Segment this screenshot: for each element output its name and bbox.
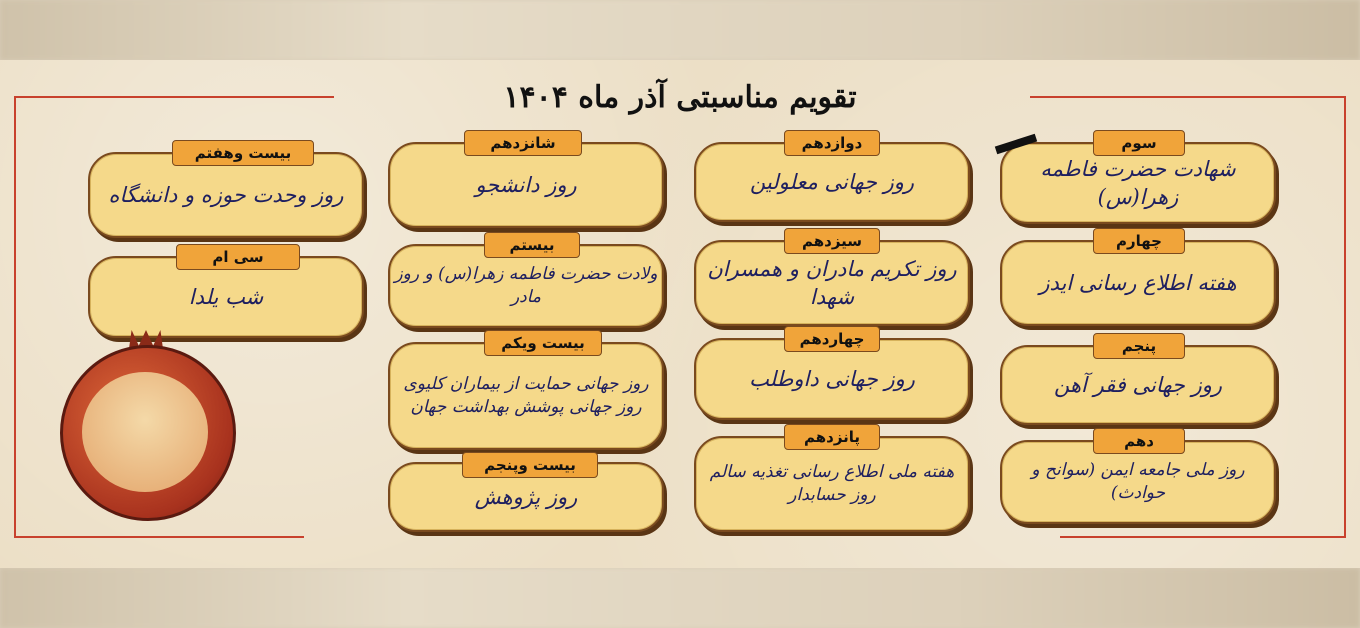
event-text: روز جهانی حمایت از بیماران کلیوی <box>403 374 649 395</box>
day-tab: بیستم <box>484 232 580 258</box>
day-tab: دهم <box>1093 428 1185 454</box>
frame-ornament-right <box>1344 96 1346 536</box>
event-text: روز جهانی معلولین <box>749 169 915 194</box>
event-card <box>694 436 970 532</box>
blurred-background-bottom <box>0 568 1360 628</box>
frame-ornament-top-right <box>1030 96 1346 98</box>
family-gathering-illustration <box>82 372 208 492</box>
day-tab: سی ام <box>176 244 300 270</box>
event-text: روز پژوهش <box>474 484 578 509</box>
day-tab: بیست وپنجم <box>462 452 598 478</box>
day-tab: چهاردهم <box>784 326 880 352</box>
event-text: روز دانشجو <box>475 172 577 197</box>
event-text: روز تکریم مادران و همسران شهدا <box>707 256 957 309</box>
event-text: شب یلدا <box>188 284 264 309</box>
frame-ornament-bottom-left <box>14 536 304 538</box>
day-tab: شانزدهم <box>464 130 582 156</box>
frame-ornament-bottom-right <box>1060 536 1346 538</box>
poster-title: تقویم مناسبتی آذر ماه ۱۴۰۴ <box>503 80 857 115</box>
event-text: روز وحدت حوزه و دانشگاه <box>108 182 344 207</box>
event-text: روز جهانی فقر آهن <box>1054 372 1222 397</box>
event-text: ولادت حضرت فاطمه زهرا(س) و روز مادر <box>394 264 658 307</box>
day-tab: بیست ویکم <box>484 330 602 356</box>
event-text: روز ملی جامعه ایمن (سوانح و حوادث) <box>1031 460 1245 503</box>
event-text: شهادت حضرت فاطمه زهرا(س) <box>1040 156 1236 209</box>
frame-ornament-top-left <box>14 96 334 98</box>
event-text: هفته اطلاع رسانی ایدز <box>1039 270 1237 295</box>
event-text: هفته ملی اطلاع رسانی تغذیه سالم <box>709 462 955 483</box>
day-tab: دوازدهم <box>784 130 880 156</box>
event-text-secondary: روز جهانی پوشش بهداشت جهان <box>410 397 642 417</box>
day-tab: سیزدهم <box>784 228 880 254</box>
day-tab: بیست وهفتم <box>172 140 314 166</box>
frame-ornament-left <box>14 96 16 536</box>
event-text: روز جهانی داوطلب <box>749 366 915 391</box>
blurred-background-top <box>0 0 1360 60</box>
day-tab: پانزدهم <box>784 424 880 450</box>
day-tab: چهارم <box>1093 228 1185 254</box>
day-tab: پنجم <box>1093 333 1185 359</box>
event-card <box>388 342 664 450</box>
day-tab: سوم <box>1093 130 1185 156</box>
event-text-secondary: روز حسابدار <box>788 485 876 505</box>
